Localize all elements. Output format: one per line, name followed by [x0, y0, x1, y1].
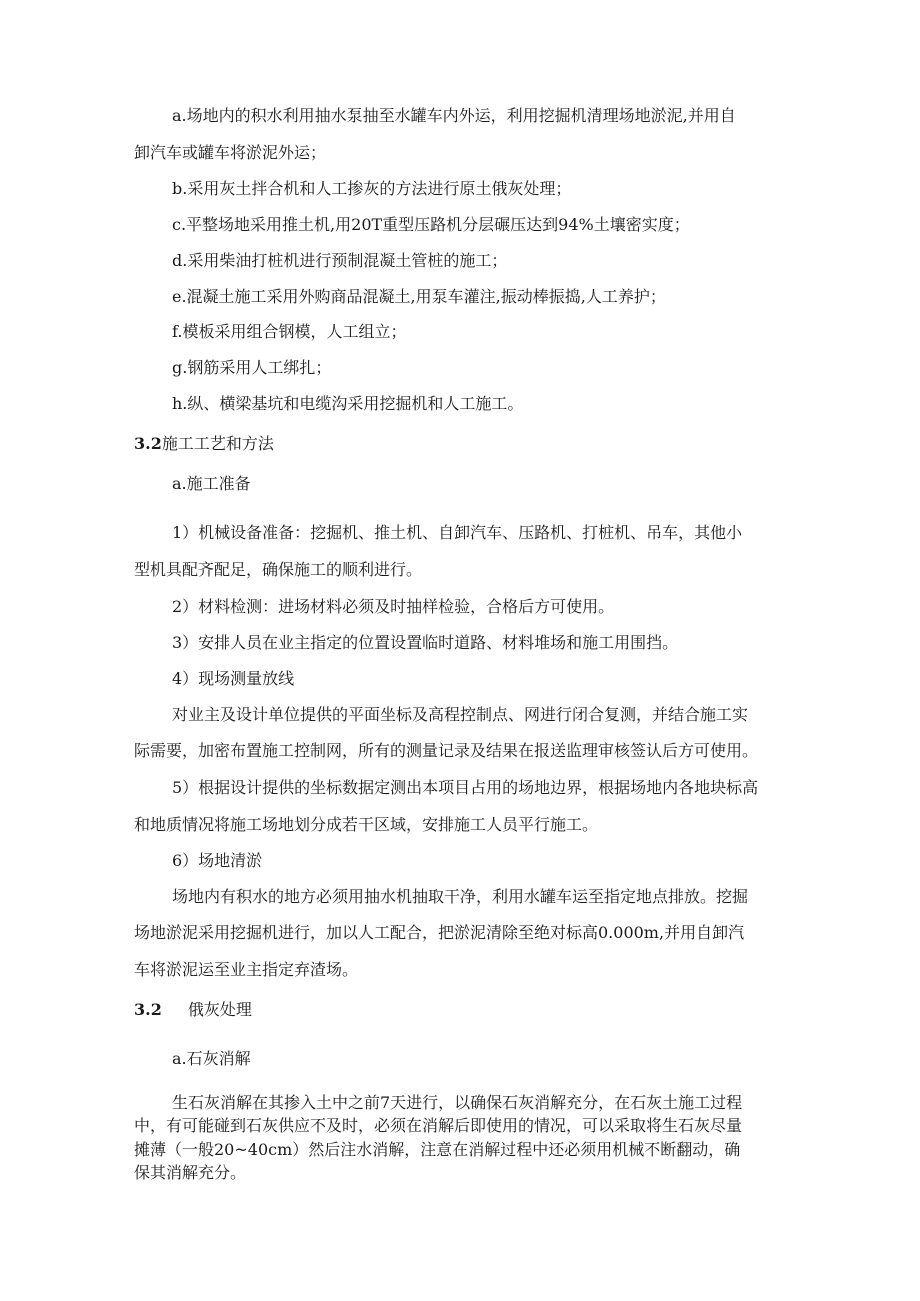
heading-number: 3.2 — [134, 434, 162, 453]
text-line: 场地内有积水的地方必须用抽水机抽取干净，利用水罐车运至指定地点排放。挖掘 — [172, 887, 749, 906]
text-line: a.施工准备 — [172, 474, 251, 493]
text-line: 1）机械设备准备：挖掘机、推土机、自卸汽车、压路机、打桩机、吊车，其他小 — [172, 523, 743, 542]
section-heading — [134, 1000, 252, 1020]
text-line: 2）材料检测：进场材料必须及时抽样检验，合格后方可使用。 — [172, 597, 615, 616]
text-line: 车将淤泥运至业主指定弃渣场。 — [134, 960, 359, 979]
text-line: 对业主及设计单位提供的平面坐标及高程控制点、网进行闭合复测，并结合施工实 — [172, 705, 749, 724]
text-line: h.纵、横梁基坑和电缆沟采用挖掘机和人工施工。 — [172, 394, 524, 413]
text-line: b.采用灰土拌合机和人工掺灰的方法进行原土俄灰处理； — [172, 179, 572, 198]
text-line: 场地淤泥采用挖掘机进行，加以人工配合，把淤泥清除至绝对标高0.000m,并用自卸汽 — [134, 923, 745, 942]
text-line: g.钢筋采用人工绑扎； — [172, 358, 332, 377]
text-line: 3）安排人员在业主指定的位置设置临时道路、材料堆场和施工用围挡。 — [172, 633, 679, 652]
text-line: 型机具配齐配足，确保施工的顺利进行。 — [134, 560, 423, 579]
text-line: 6）场地清淤 — [172, 851, 263, 870]
text-line: f.模板采用组合钢模，人工组立； — [172, 322, 407, 341]
heading-number: 3.2 — [134, 1000, 162, 1019]
text-line: a.场地内的积水利用抽水泵抽至水罐车内外运，利用挖掘机清理场地淤泥,并用自 — [172, 106, 736, 125]
text-line: 中，有可能碰到石灰供应不及时，必须在消解后即使用的情况，可以采取将生石灰尽量 — [134, 1116, 743, 1135]
text-line: 卸汽车或罐车将淤泥外运； — [134, 143, 327, 162]
text-line: 生石灰消解在其掺入土中之前7天进行，以确保石灰消解充分，在石灰土施工过程 — [172, 1093, 743, 1112]
text-line: 际需要，加密布置施工控制网，所有的测量记录及结果在报送监理审核签认后方可使用。 — [134, 741, 759, 760]
text-line: a.石灰消解 — [172, 1049, 251, 1068]
text-line: d.采用柴油打桩机进行预制混凝土管桩的施工； — [172, 251, 508, 270]
text-line: e.混凝土施工采用外购商品混凝土,用泵车灌注,振动棒振捣,人工养护； — [172, 287, 666, 306]
section-heading — [134, 434, 274, 454]
text-line: 摊薄（一般20~40cm）然后注水消解，注意在消解过程中还必须用机械不断翻动，确 — [134, 1140, 741, 1159]
heading-title: 俄灰处理 — [187, 1000, 252, 1019]
text-line: 5）根据设计提供的坐标数据定测出本项目占用的场地边界，根据场地内各地块标高 — [172, 778, 759, 797]
text-line: 和地质情况将施工场地划分成若干区域，安排施工人员平行施工。 — [134, 815, 599, 834]
heading-title: 施工工艺和方法 — [161, 434, 274, 453]
text-line: c.平整场地采用推土机,用20T重型压路机分层碾压达到94%土壤密实度； — [172, 215, 690, 234]
text-line: 4）现场测量放线 — [172, 669, 295, 688]
text-line: 保其消解充分。 — [134, 1163, 247, 1182]
